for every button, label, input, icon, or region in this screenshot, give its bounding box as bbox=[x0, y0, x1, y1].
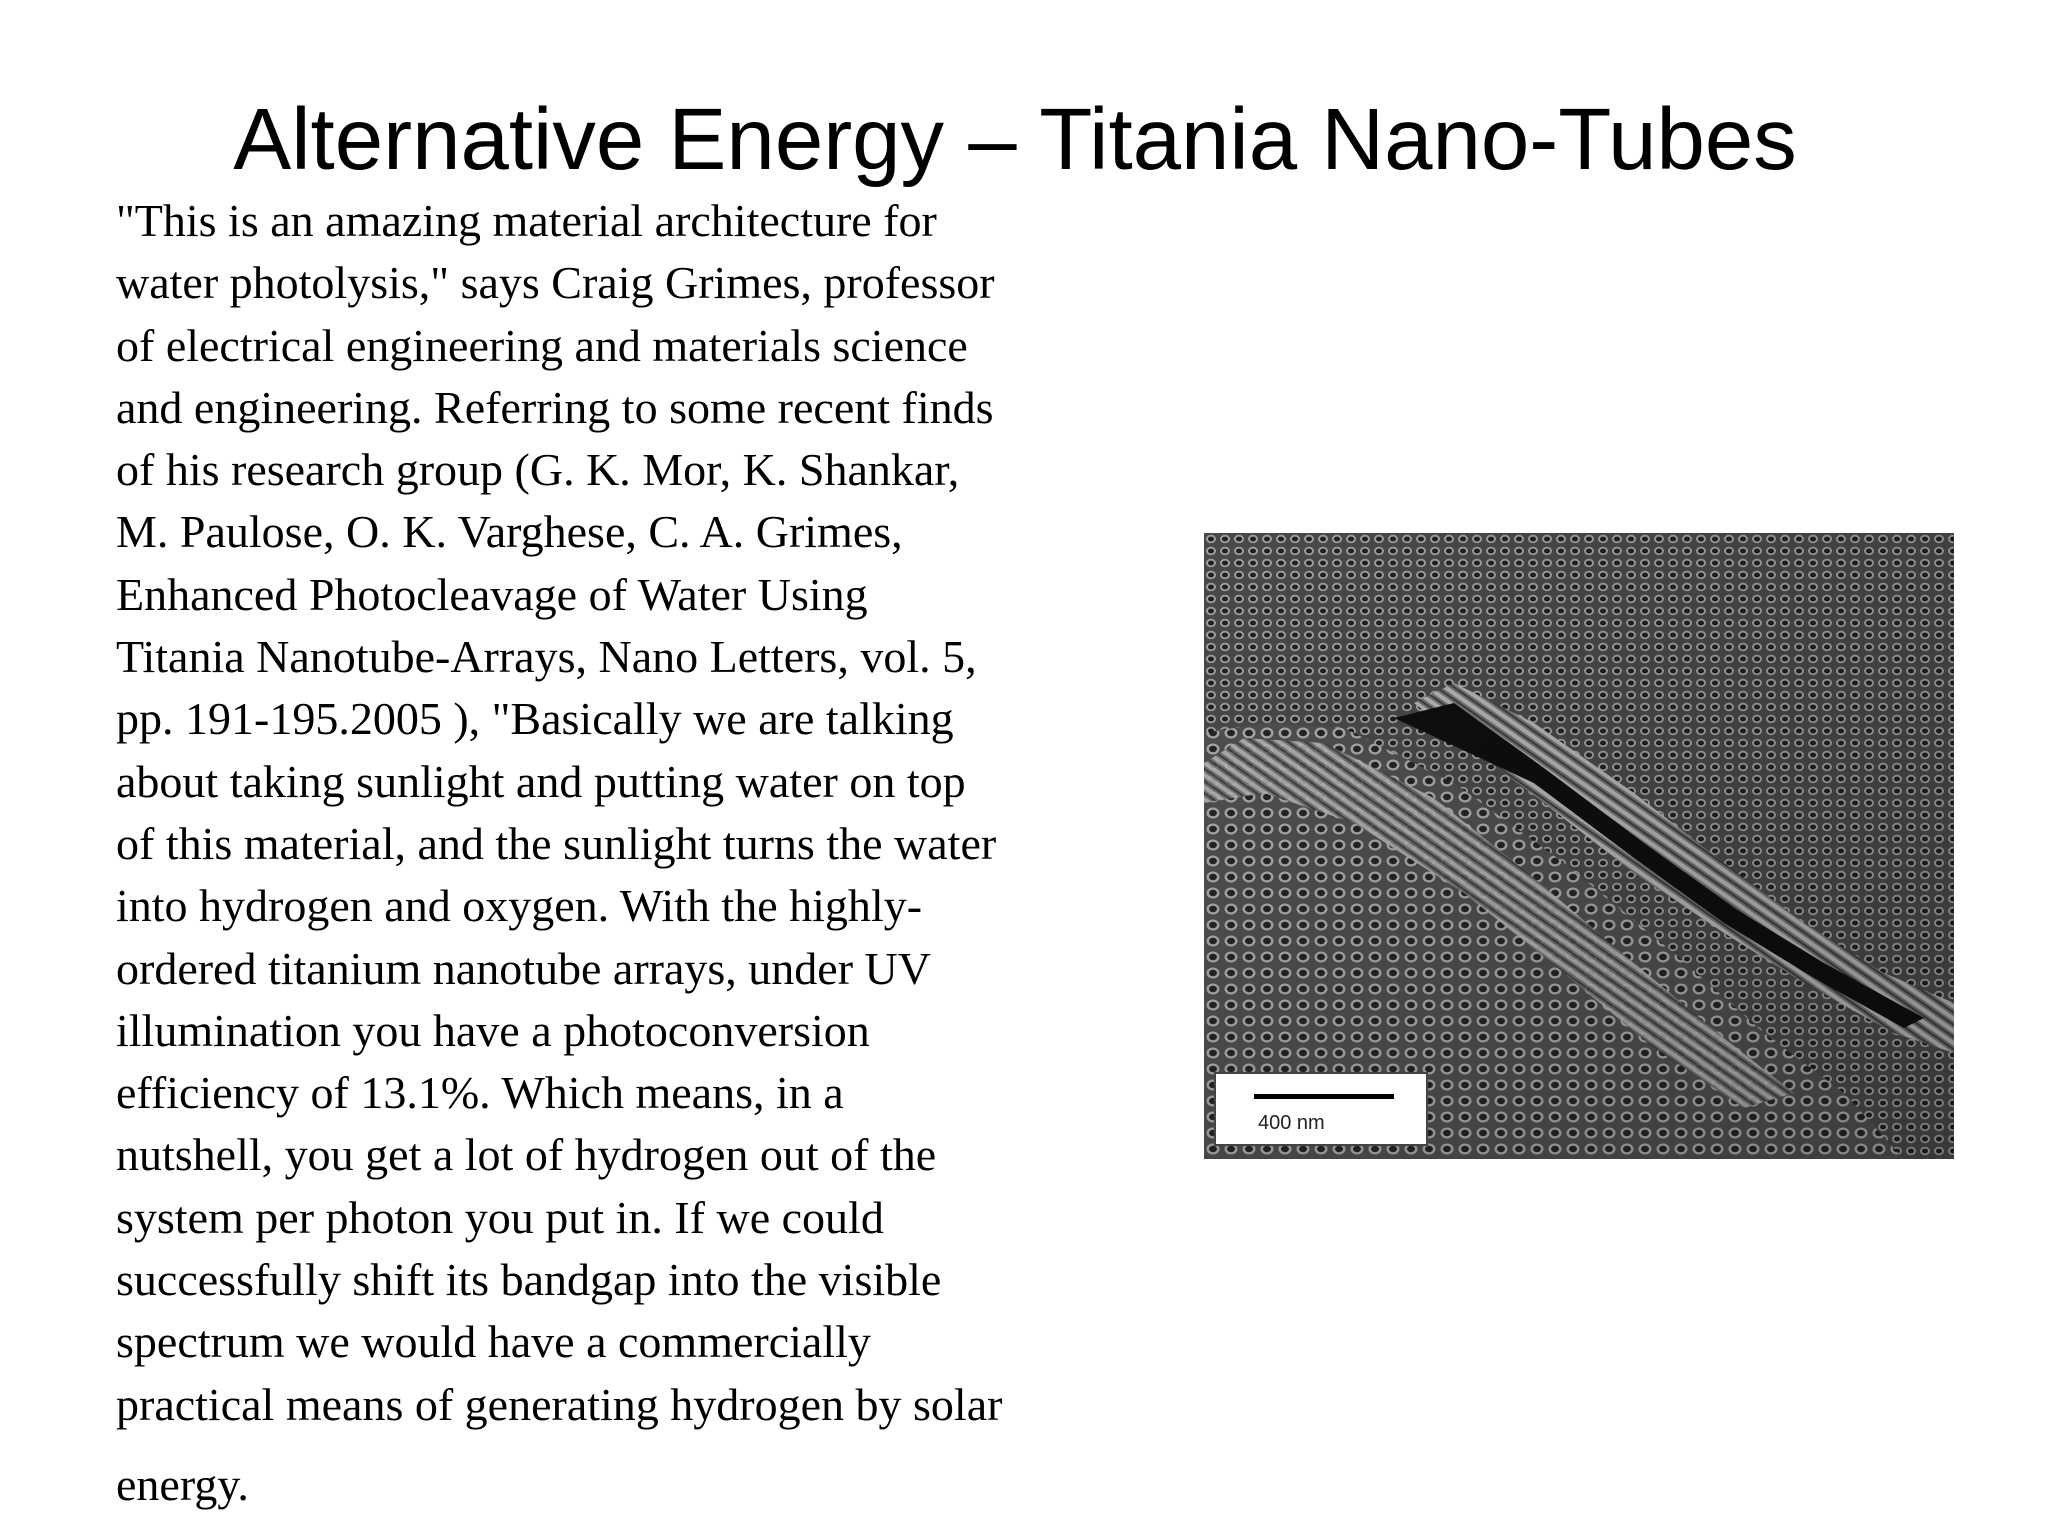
sem-micrograph-image bbox=[1204, 533, 1954, 1159]
body-line: energy. bbox=[116, 1458, 249, 1510]
nanotube-texture bbox=[1204, 533, 1954, 1159]
body-line: efficiency of 13.1%. Which means, in a bbox=[116, 1067, 844, 1119]
body-line: into hydrogen and oxygen. With the highly- bbox=[116, 880, 923, 932]
body-line: illumination you have a photoconversion bbox=[116, 1004, 870, 1056]
body-line: practical means of generating hydrogen by solar bbox=[116, 1378, 1003, 1430]
slide-title: Alternative Energy – Titania Nano-Tubes bbox=[233, 91, 1797, 188]
body-line: Titania Nanotube-Arrays, Nano Letters, vol. 5, bbox=[116, 631, 977, 683]
body-line: ordered titanium nanotube arrays, under UV bbox=[116, 942, 931, 994]
body-line: M. Paulose, O. K. Varghese, C. A. Grimes, bbox=[116, 506, 903, 558]
body-line: of his research group (G. K. Mor, K. Shankar, bbox=[116, 444, 960, 496]
scale-bar bbox=[1254, 1094, 1394, 1099]
body-line: Enhanced Photocleavage of Water Using bbox=[116, 568, 868, 620]
body-line: successfully shift its bandgap into the visible bbox=[116, 1254, 942, 1306]
body-line: water photolysis," says Craig Grimes, professor bbox=[116, 257, 995, 309]
body-line: "This is an amazing material architecture for bbox=[116, 195, 937, 246]
scale-label: 400 nm bbox=[1258, 1112, 1325, 1134]
body-line: and engineering. Referring to some recent finds bbox=[116, 381, 994, 433]
body-line: system per photon you put in. If we could bbox=[116, 1191, 884, 1243]
body-line: about taking sunlight and putting water on top bbox=[116, 755, 966, 807]
body-line: nutshell, you get a lot of hydrogen out of the bbox=[116, 1129, 937, 1181]
body-line: of electrical engineering and materials science bbox=[116, 319, 968, 371]
body-line: of this material, and the sunlight turns the water bbox=[116, 817, 997, 869]
scale-bar-box bbox=[1214, 1072, 1428, 1146]
body-line: pp. 191-195.2005 ), "Basically we are talking bbox=[116, 693, 954, 745]
quote-body-text bbox=[116, 190, 1002, 1516]
body-line: spectrum we would have a commercially bbox=[116, 1316, 871, 1368]
